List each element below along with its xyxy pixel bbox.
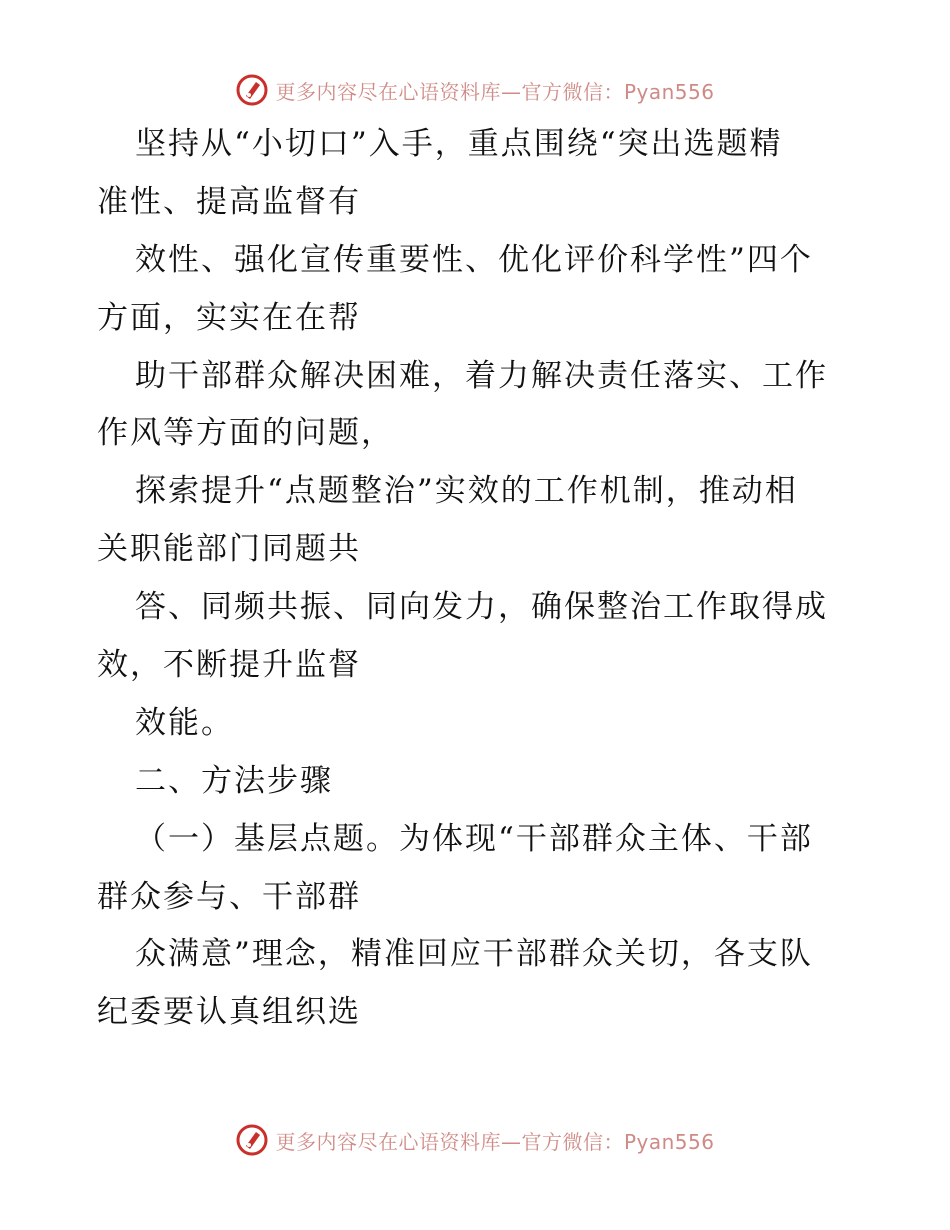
- pen-nib-circle-icon: [235, 1123, 269, 1157]
- watermark-text: 更多内容尽在心语资料库—官方微信：Pyan556: [275, 1129, 715, 1154]
- header-watermark: [0, 70, 950, 110]
- text-line: 纪委要认真组织选: [97, 994, 361, 1031]
- text-line: 坚持从“小切口”入手，重点围绕“突出选题精: [135, 126, 783, 162]
- text-line: 准性、提高监督有: [97, 183, 361, 220]
- text-line: 群众参与、干部群: [97, 878, 361, 915]
- text-line: 答、同频共振、同向发力，确保整治工作取得成: [135, 589, 828, 626]
- watermark-text: 更多内容尽在心语资料库—官方微信：Pyan556: [275, 79, 715, 104]
- footer-watermark: [0, 1120, 950, 1160]
- text-line: （一）基层点题。为体现“干部群众主体、干部: [135, 820, 813, 857]
- pen-nib-circle-icon: [235, 73, 269, 107]
- text-line: 效能。: [135, 704, 234, 741]
- text-line: 关职能部门同题共: [97, 531, 361, 568]
- text-line: 探索提升“点题整治”实效的工作机制，推动相: [135, 473, 798, 510]
- text-line: 效性、强化宣传重要性、优化评价科学性”四个: [135, 241, 813, 278]
- text-line: 二、方法步骤: [135, 762, 333, 799]
- document-body: [97, 116, 857, 1042]
- text-line: 方面，实实在在帮: [97, 299, 361, 336]
- text-line: 效，不断提升监督: [97, 647, 361, 684]
- text-line: 众满意”理念，精准回应干部群众关切，各支队: [135, 936, 813, 973]
- text-line: 作风等方面的问题，: [97, 415, 394, 452]
- text-line: 助干部群众解决困难，着力解决责任落实、工作: [135, 357, 828, 394]
